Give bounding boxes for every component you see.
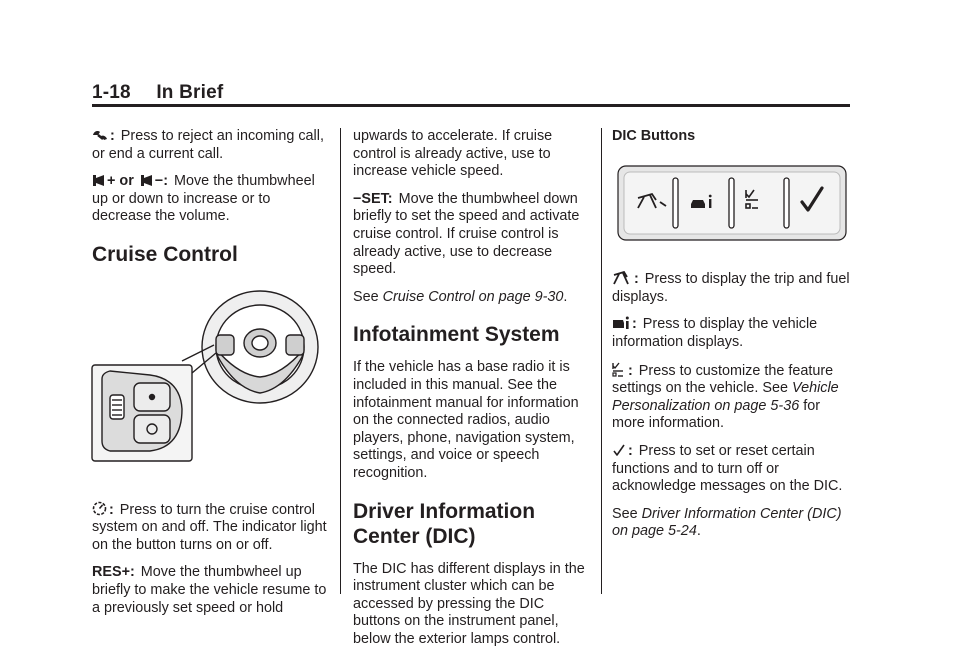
cruise-control-heading: Cruise Control [92,242,238,266]
volume-paragraph: + or −: Move the thumbwheel up or down to increase or to decrease the volume. [92,173,315,225]
column-3 [612,128,852,551]
steering-wheel-illustration [88,279,324,479]
page-number: 1-18 [92,82,131,103]
dic-link[interactable]: Driver Information Center (DIC) on page 5-24 [612,505,842,540]
res-paragraph: RES+: Move the thumbwheel up briefly to make the vehicle resume to a previously set speed or hold [92,564,327,616]
trip-paragraph: : Press to display the trip and fuel displays. [612,271,850,305]
trip-fuel-icon [612,271,632,285]
column-1 [92,128,328,627]
infotainment-paragraph: If the vehicle has a base radio it is included in this manual. See the infotainment manual for information on the connected radios, audio players, phone, navigation system, settings, and voice or speech recognition. [353,359,579,481]
column-2 [353,128,593,658]
section-title: In Brief [156,82,224,103]
phone-reject-icon [92,129,108,142]
cruise-reference: See Cruise Control on page 9-30. [353,288,568,305]
customize-icon [612,362,626,377]
vehicle-personalization-link[interactable]: Vehicle Personalization on page 5-36 [612,380,839,414]
vehicle-info-paragraph: : Press to display the vehicle information displays. [612,316,818,350]
volume-icon [140,174,153,187]
dic-buttons-illustration [616,162,848,246]
set-paragraph: −SET: Move the thumbwheel down briefly to set the speed and activate cruise control. If cruise control is already active, use to decrease speed. [353,190,580,278]
res-continued: upwards to accelerate. If cruise control is already active, use to increase vehicle speed. [353,128,553,180]
column-divider-2 [601,128,602,594]
customize-paragraph: : Press to customize the feature settings on the vehicle. See Vehicle Personalization on page 5-36 for more information. [612,362,839,432]
checkmark-icon [612,443,626,457]
vehicle-info-icon [612,316,630,330]
dic-paragraph: The DIC has different displays in the instrument cluster which can be accessed by pressing the DIC buttons on the instrument panel, below the exterior lamps control. [353,560,585,647]
volume-icon [92,174,105,187]
cruise-control-link[interactable]: Cruise Control on page 9-30 [382,288,564,305]
reject-paragraph: : Press to reject an incoming call, or end a current call. [92,128,324,162]
infotainment-heading: Infotainment System [353,323,560,347]
cruise-on-paragraph: : Press to turn the cruise control system on and off. The indicator light on the button turns on or off. [92,501,327,553]
column-divider-1 [340,128,341,594]
page-header [92,82,223,104]
checkmark-paragraph: : Press to set or reset certain functions and to turn off or acknowledge messages on the DIC. [612,442,843,495]
dic-reference: See Driver Information Center (DIC) on page 5-24. [612,505,842,540]
dic-heading: Driver Information Center (DIC) [353,499,536,548]
cruise-control-icon [92,501,107,516]
header-rule [92,104,850,107]
dic-buttons-heading: DIC Buttons [612,128,696,144]
